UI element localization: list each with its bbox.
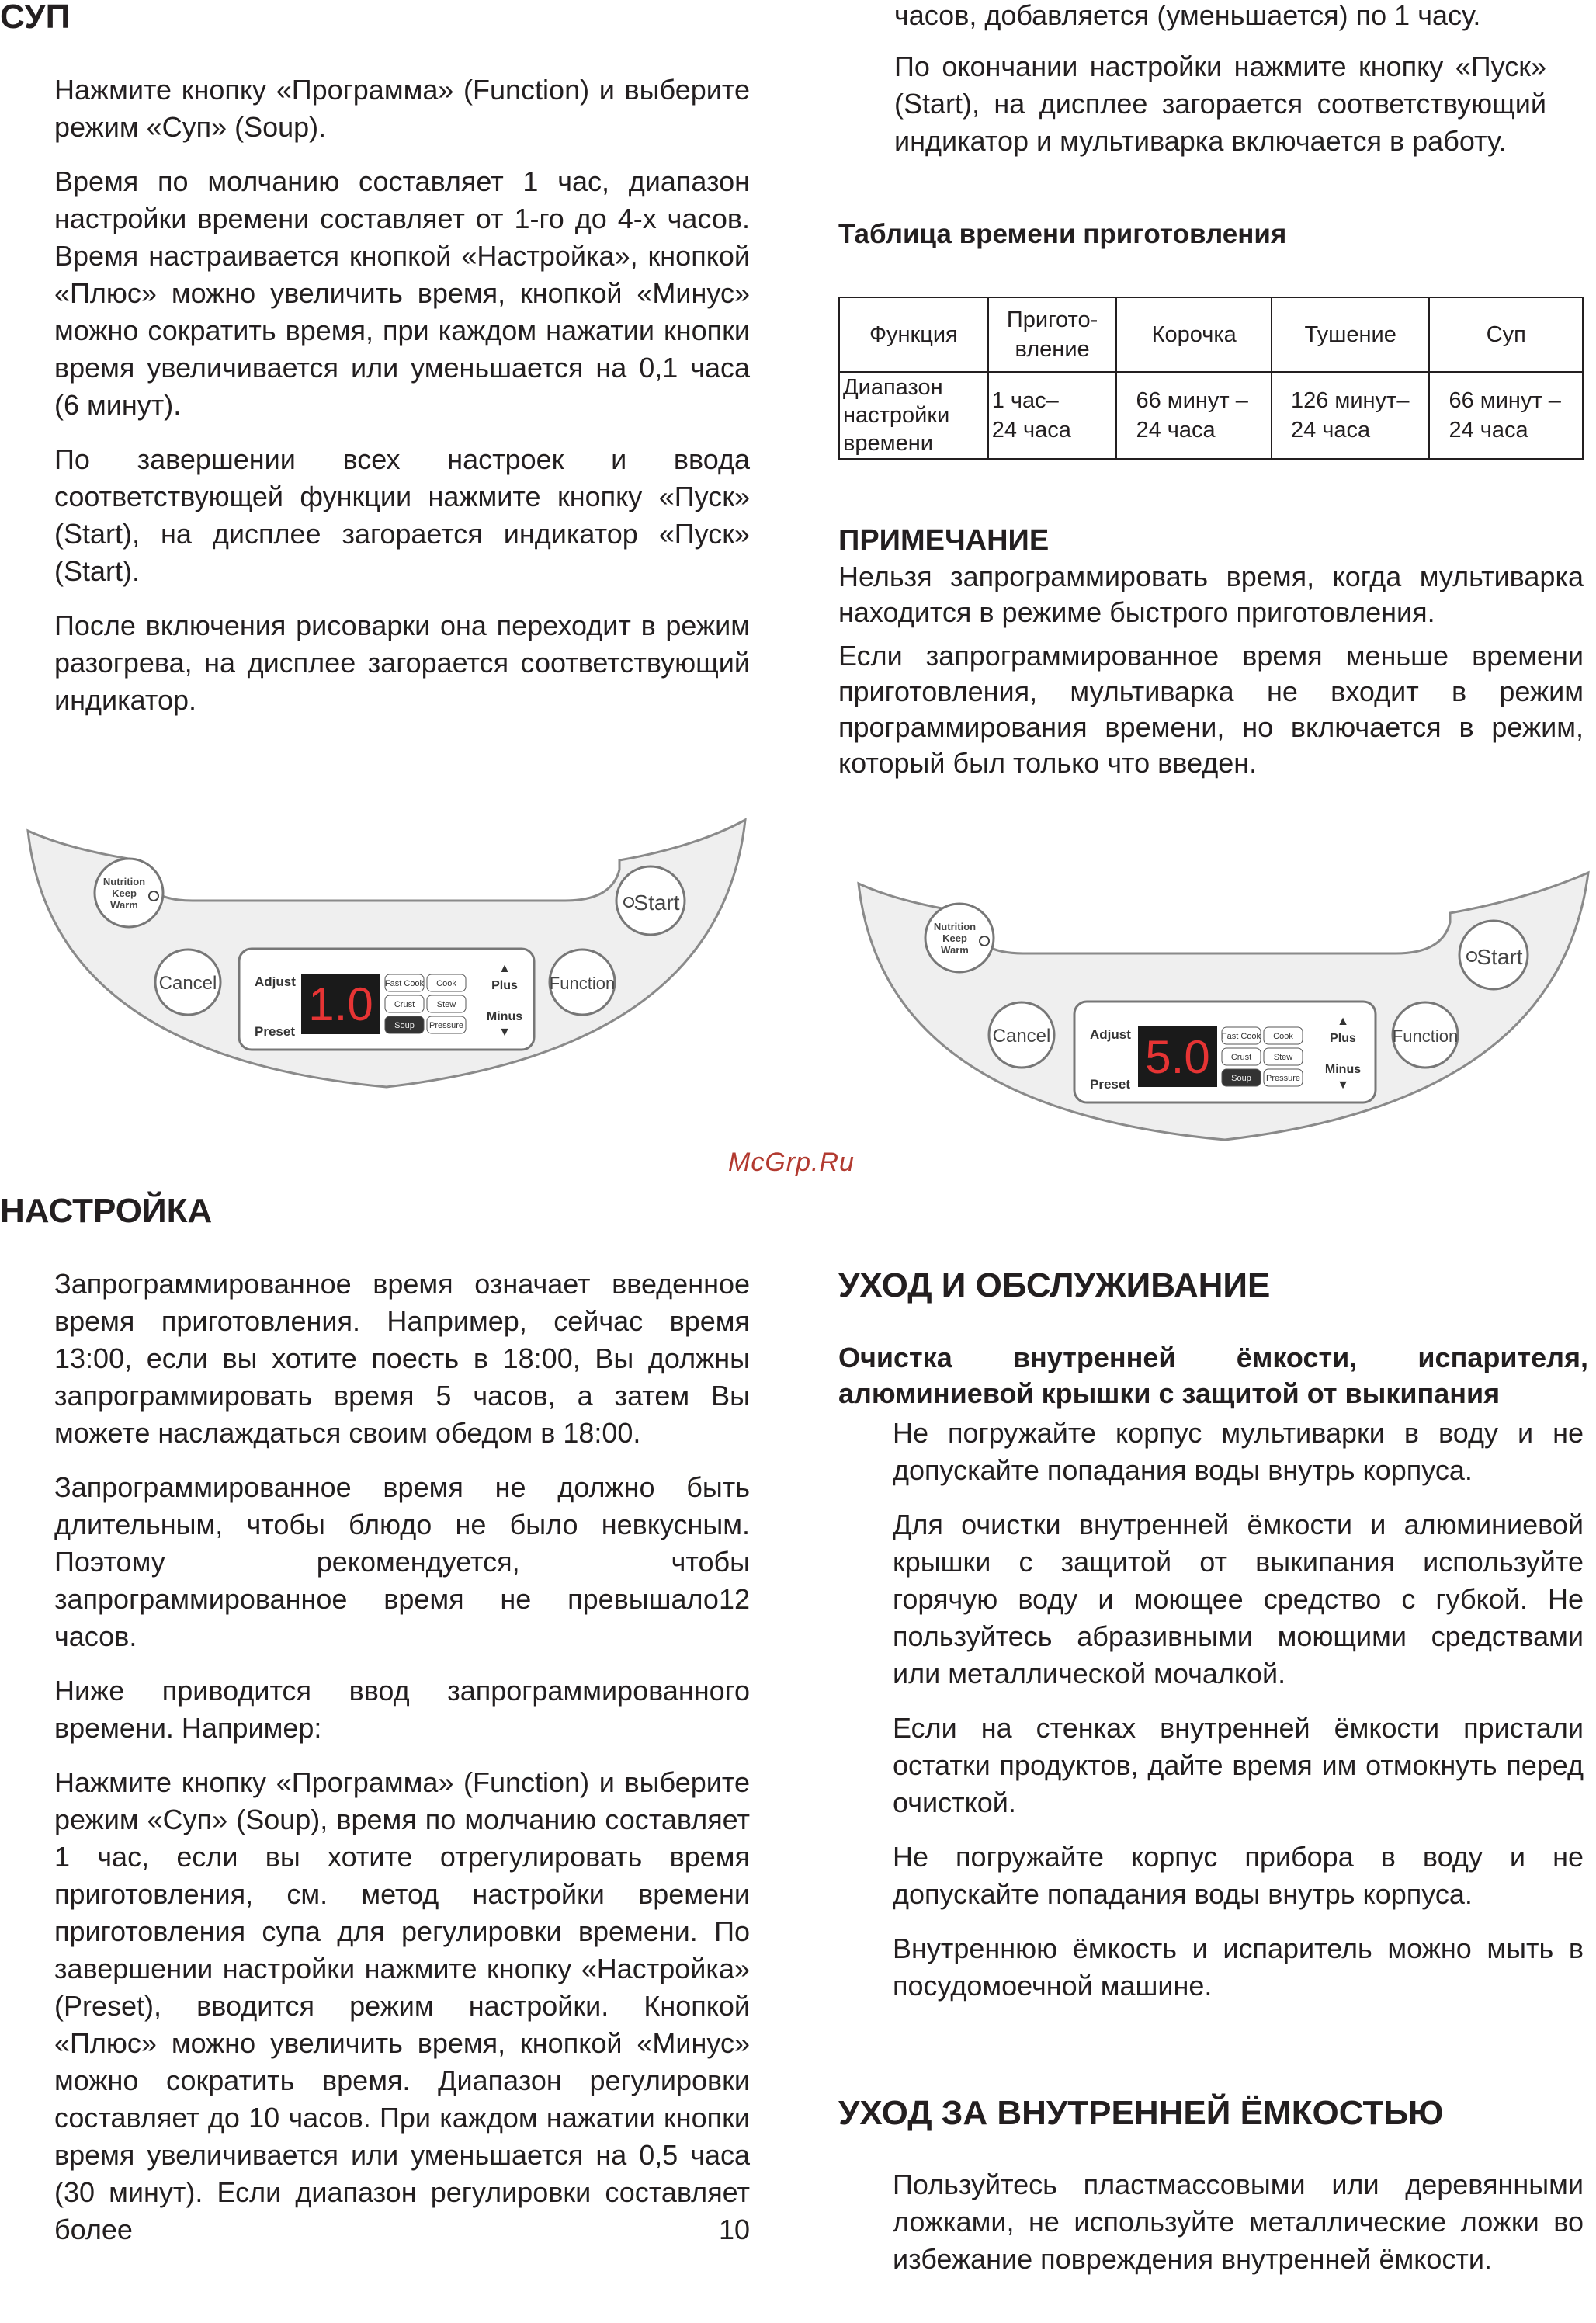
preset-button[interactable]: Preset [255, 1024, 295, 1039]
header-stew: Тушение [1272, 297, 1430, 372]
continued-line: часов, добавляется (уменьшается) по 1 часу. [894, 0, 1481, 31]
svg-text:Cook: Cook [1273, 1032, 1293, 1041]
care-subtitle: Очистка внутренней ёмкости, испарителя, алюминиевой крышки с защитой от выкипания [838, 1342, 1588, 1409]
row-label: Диапазон настройки времени [839, 372, 988, 459]
svg-text:Soup: Soup [1231, 1074, 1251, 1083]
cell-cooking: 1 час– 24 часа [988, 372, 1117, 459]
table-row [839, 372, 1583, 459]
inner-care-paragraph: Пользуйтесь пластмассовыми или деревянными ложками, не используйте металлические ложки во избежание повреждения внутренней ёмкости. [893, 2168, 1584, 2275]
svg-text:▲: ▲ [498, 962, 511, 975]
care-paragraph-1: Не погружайте корпус мультиварки в воду и не допускайте попадания воды внутрь корпуса. [893, 1417, 1584, 1486]
svg-text:Plus: Plus [1330, 1032, 1356, 1045]
header-crust: Корочка [1116, 297, 1272, 372]
svg-text:Function: Function [1392, 1026, 1459, 1046]
svg-text:Soup: Soup [394, 1021, 415, 1030]
setup-title: НАСТРОЙКА [0, 1192, 213, 1230]
inner-care-title: УХОД ЗА ВНУТРЕННЕЙ ЁМКОСТЬЮ [838, 2094, 1444, 2132]
svg-text:Warm: Warm [110, 899, 138, 911]
inner-care-section [893, 2166, 1584, 2278]
svg-text:Cancel: Cancel [158, 973, 217, 994]
nutrition-keep-warm-button[interactable] [95, 859, 163, 927]
header-cooking: Пригото- вление [988, 297, 1117, 372]
svg-text:Keep: Keep [942, 932, 967, 944]
table-header-row [839, 297, 1583, 372]
setup-paragraph-1: Запрограммированное время означает введенное время приготовления. Например, сейчас время 13:00, если вы хотите поесть в 18:00, Вы должны запрограммировать время 5 часов, а затем Вы можете наслаждаться своим обедом в 18:00. [54, 1268, 750, 1449]
svg-text:Fast Cook: Fast Cook [384, 979, 425, 988]
note-paragraph-2: Если запрограммированное время меньше времени приготовления, мультиварка не входит в режим программирования времени, но включается в режим, который был только что введен. [838, 640, 1584, 779]
setup-paragraph-4: Нажмите кнопку «Программа» (Function) и выберите режим «Суп» (Soup), время по молчанию составляет 1 час, если вы хотите отрегулировать время приготовления, см. метод настройки времени приготовления супа для регулировки времени. По завершении настройки нажмите кнопку «Настройка» (Preset), вводится режим настройки. Кнопкой «Плюс» можно увеличить время, кнопкой «Минус» можно сократить время. Диапазон регулировки составляет до 10 часов. При каждом нажатии кнопки время увеличивается или уменьшается на 0,5 часа (30 минут). Если диапазон регулировки составляет более 10 [54, 1766, 750, 2245]
svg-text:Cook: Cook [436, 979, 456, 988]
care-paragraph-2: Для очистки внутренней ёмкости и алюминиевой крышки с защитой от выкипания используйте горячую воду и моющее средство с губкой. Не пользуйтесь абразивными моющими средствами или металлической мочалкой. [893, 1509, 1584, 1689]
soup-section [54, 71, 750, 719]
preset-button[interactable]: Preset [1090, 1077, 1130, 1092]
svg-text:Pressure: Pressure [1265, 1074, 1301, 1083]
function-button[interactable] [1393, 1002, 1458, 1068]
cell-crust: 66 минут – 24 часа [1116, 372, 1272, 459]
svg-text:Plus: Plus [491, 979, 518, 992]
cancel-button[interactable] [155, 950, 220, 1015]
care-title: УХОД И ОБСЛУЖИВАНИЕ [838, 1266, 1271, 1304]
watermark: McGrp.Ru [728, 1148, 855, 1177]
control-panel-diagram-2 [852, 868, 1596, 1163]
note-title: ПРИМЕЧАНИЕ [838, 524, 1050, 557]
svg-text:Minus: Minus [1324, 1063, 1362, 1076]
svg-text:Nutrition: Nutrition [102, 876, 146, 887]
svg-text:▼: ▼ [1337, 1078, 1349, 1092]
control-panel-diagram-1 [22, 815, 751, 1118]
adjust-button[interactable]: Adjust [1090, 1027, 1131, 1042]
svg-text:Nutrition: Nutrition [933, 921, 977, 932]
cancel-button[interactable] [989, 1002, 1054, 1068]
care-paragraph-5: Внутреннюю ёмкость и испаритель можно мыть в посудомоечной машине. [893, 1932, 1584, 2002]
start-button[interactable] [616, 866, 685, 935]
care-paragraph-3: Если на стенках внутренней ёмкости пристали остатки продуктов, дайте время им отмокнуть перед очисткой. [893, 1712, 1584, 1818]
cell-stew: 126 минут– 24 часа [1272, 372, 1430, 459]
soup-paragraph-2: Время по молчанию составляет 1 час, диапазон настройки времени составляет от 1-го до 4-х часов. Время настраивается кнопкой «Настройка», кнопкой «Плюс» можно увеличить время, кнопкой «Минус» можно сократить время, при каждом нажатии кнопки время увеличивается или уменьшается на 0,1 часа (6 минут). [54, 165, 750, 421]
svg-text:Fast Cook: Fast Cook [1221, 1032, 1261, 1041]
cooking-time-table [838, 297, 1584, 460]
table-title: Таблица времени приготовления [838, 219, 1287, 249]
svg-text:Crust: Crust [1230, 1053, 1252, 1062]
svg-text:▲: ▲ [1337, 1015, 1349, 1028]
header-soup: Суп [1429, 297, 1583, 372]
settings-continued [894, 0, 1546, 160]
display-value: 1.0 [308, 978, 373, 1030]
setup-paragraph-2: Запрограммированное время не должно быть длительным, чтобы блюдо не было невкусным. Поэтому рекомендуется, чтобы запрограммированное время не превышало12 часов. [54, 1471, 750, 1652]
header-function: Функция [839, 297, 988, 372]
svg-text:Function: Function [549, 974, 616, 993]
svg-text:Minus: Minus [486, 1010, 523, 1023]
note-paragraph-1: Нельзя запрограммировать время, когда мультиварка находится в режиме быстрого приготовления. [838, 561, 1584, 628]
care-section [893, 1415, 1584, 2005]
svg-text:Cancel: Cancel [992, 1026, 1051, 1047]
cell-soup: 66 минут – 24 часа [1429, 372, 1583, 459]
svg-text:▼: ▼ [498, 1026, 511, 1039]
soup-title: СУП [0, 0, 71, 36]
soup-paragraph-3: По завершении всех настроек и ввода соответствующей функции нажмите кнопку «Пуск» (Start), на дисплее загорается индикатор «Пуск» (Start). [54, 443, 750, 587]
svg-text:Keep: Keep [112, 887, 137, 899]
setup-section [54, 1266, 750, 2248]
display-value: 5.0 [1145, 1031, 1210, 1083]
adjust-button[interactable]: Adjust [255, 974, 296, 989]
soup-paragraph-4: После включения рисоварки она переходит в режим разогрева, на дисплее загорается соответствующий индикатор. [54, 609, 750, 716]
note-section [838, 559, 1584, 781]
setup-paragraph-3: Ниже приводится ввод запрограммированного времени. Например: [54, 1675, 750, 1744]
svg-text:Pressure: Pressure [428, 1021, 464, 1030]
svg-text:Stew: Stew [436, 1000, 456, 1009]
soup-paragraph-1: Нажмите кнопку «Программа» (Function) и выберите режим «Суп» (Soup). [54, 74, 750, 143]
svg-text:Warm: Warm [941, 944, 969, 956]
function-button[interactable] [550, 950, 615, 1015]
care-paragraph-4: Не погружайте корпус прибора в воду и не допускайте попадания воды внутрь корпуса. [893, 1841, 1584, 1910]
svg-text:Start: Start [1476, 945, 1523, 969]
start-button[interactable] [1459, 921, 1528, 989]
nutrition-keep-warm-button[interactable] [925, 904, 994, 972]
svg-text:Start: Start [633, 891, 680, 915]
start-paragraph: По окончании настройки нажмите кнопку «Пуск» (Start), на дисплее загорается соответствующий индикатор и мультиварка включается в работу. [894, 50, 1546, 157]
svg-text:Crust: Crust [394, 1000, 415, 1009]
svg-text:Stew: Stew [1273, 1053, 1293, 1062]
